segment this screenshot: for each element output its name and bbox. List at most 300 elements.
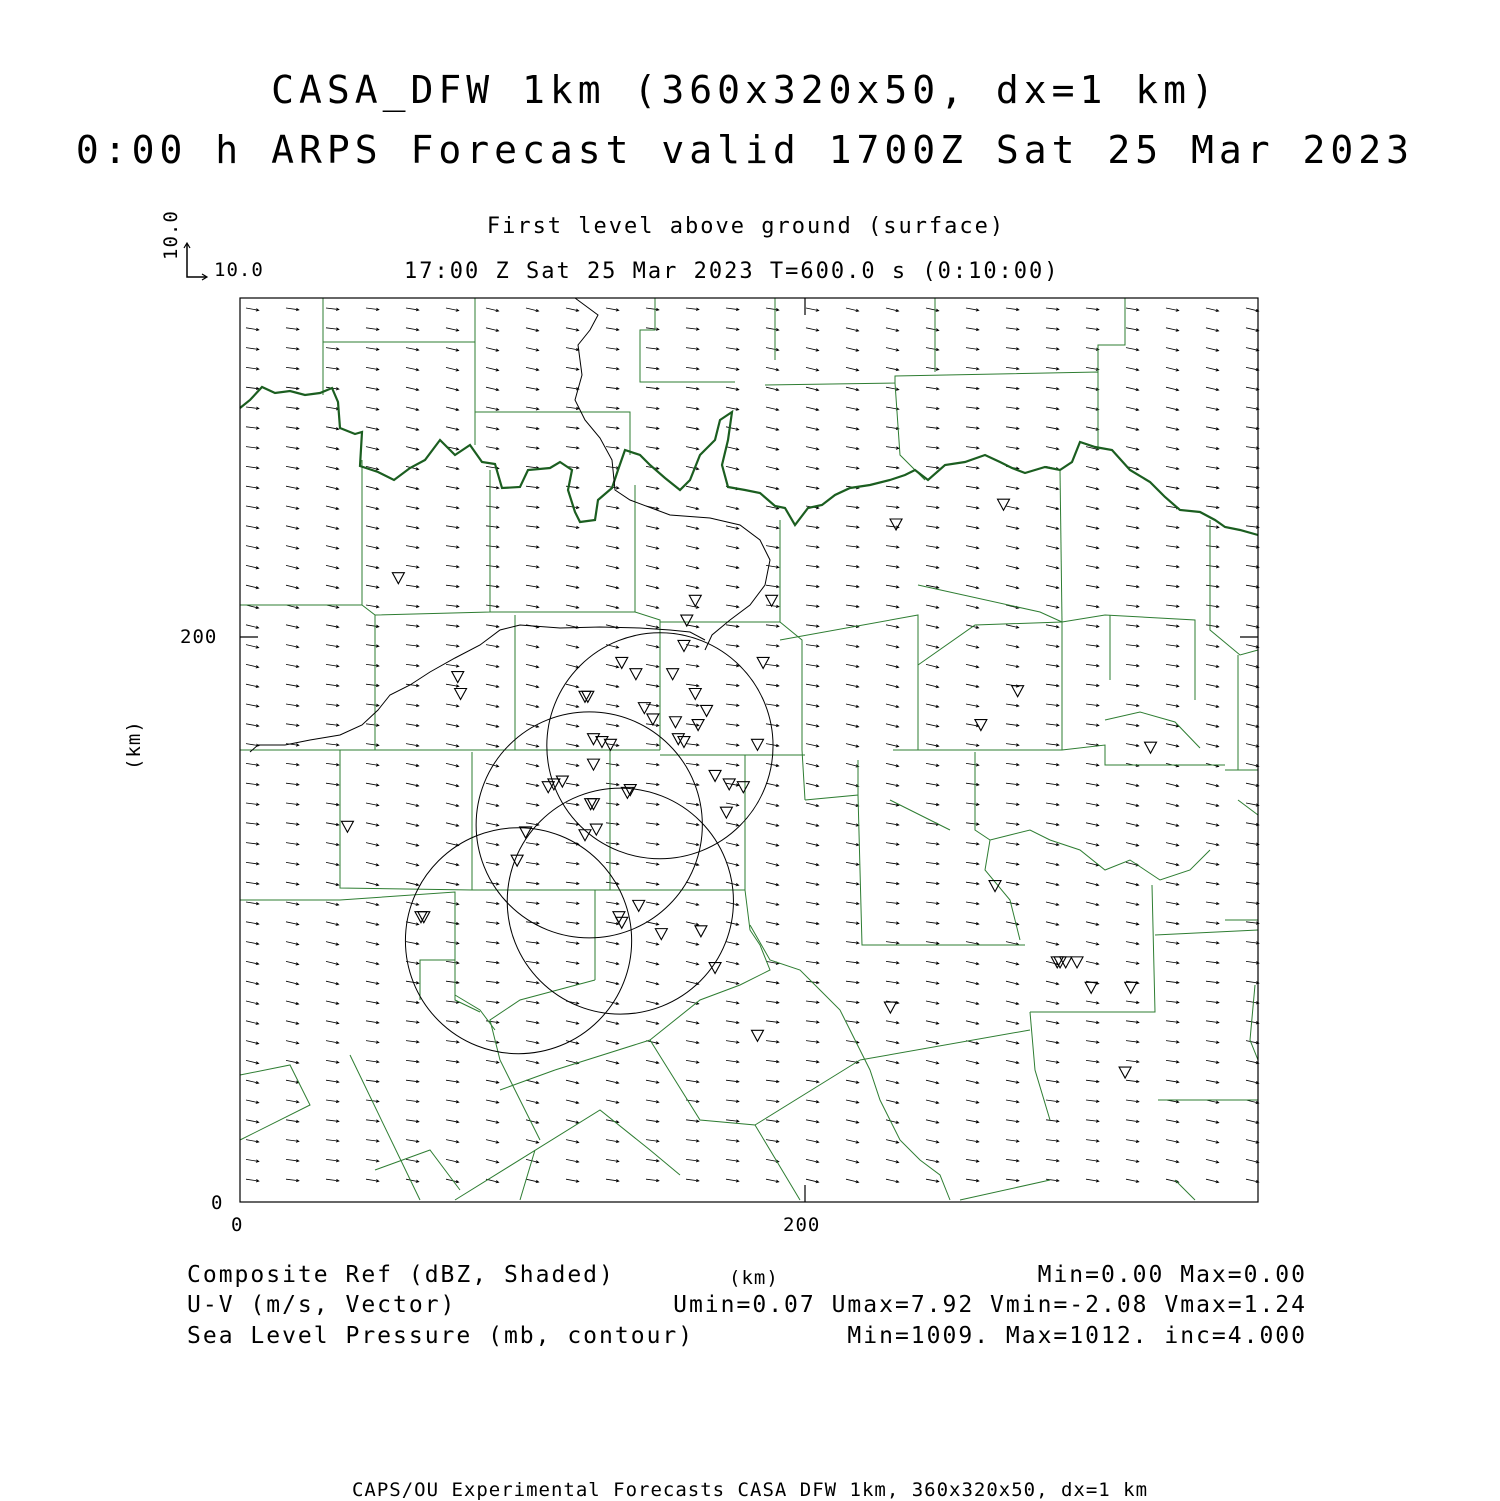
wind-vector xyxy=(1166,348,1179,352)
wind-vector xyxy=(1086,823,1099,826)
wind-vector xyxy=(646,526,659,530)
wind-vector xyxy=(966,506,979,509)
wind-vector xyxy=(326,1041,339,1044)
wind-vector xyxy=(606,1179,619,1182)
wind-vector xyxy=(286,1179,299,1182)
wind-vector xyxy=(566,367,579,370)
wind-vector xyxy=(1086,348,1099,351)
wind-vector xyxy=(1046,823,1059,826)
wind-vector xyxy=(846,862,859,865)
wind-vector xyxy=(1086,585,1099,588)
wind-vector xyxy=(606,1021,619,1025)
wind-vector xyxy=(766,407,779,411)
wind-vector xyxy=(686,1179,699,1182)
wind-vector xyxy=(926,625,939,629)
wind-vector xyxy=(606,526,619,529)
wind-vector xyxy=(446,605,459,608)
wind-vector xyxy=(326,1120,339,1123)
wind-vector xyxy=(366,427,379,431)
wind-vector xyxy=(366,981,379,984)
wind-vector xyxy=(1166,942,1179,945)
wind-vector xyxy=(846,724,859,728)
wind-vector xyxy=(406,328,419,331)
wind-vector xyxy=(326,664,339,667)
wind-vector xyxy=(846,565,859,568)
wind-vector xyxy=(1246,565,1259,568)
wind-vector xyxy=(246,1080,259,1084)
wind-vector xyxy=(326,744,339,747)
wind-vector xyxy=(1046,447,1059,450)
wind-vector xyxy=(926,348,939,351)
wind-vector xyxy=(806,724,819,727)
wind-vector xyxy=(1246,1100,1259,1104)
wind-vector xyxy=(1206,645,1219,648)
wind-vector xyxy=(526,526,539,529)
wind-vector xyxy=(926,942,939,945)
wind-vector xyxy=(446,486,459,489)
wind-vector xyxy=(366,1060,379,1063)
wind-vector xyxy=(1046,843,1059,846)
wind-vector xyxy=(1206,724,1219,728)
wind-vector xyxy=(1126,387,1139,391)
wind-vector xyxy=(686,1041,699,1044)
wind-vector xyxy=(1246,961,1259,964)
wind-vector xyxy=(726,447,739,451)
station-triangle-icon xyxy=(587,759,599,770)
wind-vector xyxy=(886,843,899,846)
wind-vector xyxy=(1126,882,1139,886)
wind-vector xyxy=(406,1140,419,1143)
ref-vector-vertical-label: 10.0 xyxy=(160,210,182,260)
wind-vector xyxy=(806,961,819,964)
wind-vector xyxy=(1086,506,1099,510)
station-triangle-icon xyxy=(689,595,701,606)
wind-vector xyxy=(926,466,939,469)
wind-vector xyxy=(526,961,539,964)
wind-vector xyxy=(846,922,859,925)
wind-vector xyxy=(366,763,379,766)
wind-vector xyxy=(886,664,899,668)
wind-vector xyxy=(726,1120,739,1123)
wind-vector xyxy=(326,546,339,550)
wind-vector xyxy=(606,803,619,806)
wind-vector xyxy=(606,981,619,985)
wind-vector xyxy=(806,367,819,371)
wind-vector xyxy=(806,605,819,608)
wind-vector xyxy=(966,466,979,469)
wind-vector xyxy=(446,704,459,707)
wind-vector xyxy=(646,427,659,430)
wind-vector xyxy=(286,625,299,629)
wind-vector xyxy=(886,1179,899,1183)
wind-vector xyxy=(286,1001,299,1005)
wind-vector xyxy=(766,1100,779,1103)
wind-vector xyxy=(526,546,539,549)
wind-vector xyxy=(1046,862,1059,865)
wind-vector xyxy=(1046,704,1059,707)
wind-vector xyxy=(686,328,699,331)
wind-vector xyxy=(1206,823,1219,826)
wind-vector xyxy=(366,1120,379,1123)
wind-vector xyxy=(486,783,499,787)
station-triangle-icon xyxy=(1145,742,1157,753)
wind-vector xyxy=(1086,387,1099,390)
wind-vector xyxy=(846,1100,859,1103)
wind-vector xyxy=(566,704,579,708)
wind-vector xyxy=(726,1100,739,1103)
wind-vector xyxy=(1086,1100,1099,1103)
wind-vector xyxy=(286,763,299,766)
wind-vector xyxy=(1246,367,1259,370)
wind-vector xyxy=(286,427,299,430)
wind-vector xyxy=(1206,1159,1219,1163)
wind-vector xyxy=(726,684,739,687)
wind-vector xyxy=(486,704,499,708)
wind-vector xyxy=(766,308,779,311)
wind-vector xyxy=(1126,407,1139,411)
wind-vector xyxy=(726,526,739,530)
wind-vector xyxy=(1246,407,1259,410)
wind-vector xyxy=(326,645,339,648)
wind-vector xyxy=(486,585,499,588)
wind-vector xyxy=(1046,783,1059,786)
wind-vector xyxy=(766,902,779,906)
wind-vector xyxy=(966,526,979,529)
wind-vector xyxy=(1126,585,1139,588)
wind-vector xyxy=(766,1179,779,1182)
wind-vector xyxy=(1086,1080,1099,1083)
wind-vector xyxy=(766,1140,779,1143)
wind-vector xyxy=(686,506,699,510)
wind-vector xyxy=(966,427,979,430)
wind-vector xyxy=(886,1120,899,1124)
wind-vector xyxy=(486,387,499,391)
wind-vector xyxy=(486,823,499,826)
wind-vector xyxy=(1206,605,1219,608)
wind-vector xyxy=(926,387,939,390)
wind-vector xyxy=(1006,1140,1019,1143)
wind-vector xyxy=(286,704,299,707)
wind-vector xyxy=(246,942,259,945)
wind-vector xyxy=(846,684,859,687)
wind-vector xyxy=(886,486,899,489)
wind-vector xyxy=(1166,1159,1179,1163)
wind-vector xyxy=(726,565,739,568)
wind-vector xyxy=(1166,605,1179,608)
wind-vector xyxy=(606,942,619,945)
wind-vector xyxy=(886,1140,899,1144)
wind-vector xyxy=(1046,585,1059,588)
wind-vector xyxy=(1086,1179,1099,1182)
wind-vector xyxy=(646,862,659,865)
wind-vector xyxy=(1206,1100,1219,1103)
wind-vector xyxy=(926,704,939,708)
wind-vector xyxy=(1126,367,1139,370)
wind-vector xyxy=(926,407,939,410)
wind-vector xyxy=(886,1041,899,1044)
wind-vector xyxy=(446,1021,459,1024)
wind-vector xyxy=(646,763,659,766)
wind-vector xyxy=(686,744,699,747)
wind-vector xyxy=(966,387,979,390)
wind-vector xyxy=(766,981,779,984)
wind-vector xyxy=(446,348,459,352)
wind-vector xyxy=(806,565,819,568)
wind-vector xyxy=(566,447,579,450)
wind-vector xyxy=(1006,1041,1019,1045)
wind-vector xyxy=(1046,328,1059,331)
wind-vector xyxy=(326,447,339,450)
wind-vector xyxy=(1006,744,1019,747)
wind-vector xyxy=(1126,942,1139,945)
station-triangle-icon xyxy=(630,669,642,680)
wind-vector xyxy=(686,1021,699,1024)
wind-vector xyxy=(1046,387,1059,390)
wind-vector xyxy=(1086,902,1099,906)
wind-vector xyxy=(246,922,259,925)
wind-vector xyxy=(1166,447,1179,450)
wind-vector xyxy=(1206,387,1219,391)
wind-vector xyxy=(446,367,459,371)
wind-vector xyxy=(1166,862,1179,865)
wind-vector xyxy=(1086,724,1099,727)
wind-vector xyxy=(406,526,419,529)
wind-vector xyxy=(246,605,259,609)
wind-vector xyxy=(686,526,699,530)
wind-vector xyxy=(1166,328,1179,332)
wind-vector xyxy=(1206,348,1219,352)
wind-vector xyxy=(966,704,979,707)
wind-vector xyxy=(686,625,699,628)
wind-vector xyxy=(406,506,419,509)
wind-vector xyxy=(926,1179,939,1182)
wind-vector xyxy=(486,565,499,568)
wind-vector xyxy=(1166,664,1179,667)
wind-vector xyxy=(686,308,699,311)
wind-vector xyxy=(686,1140,699,1143)
wind-vector xyxy=(1006,1021,1019,1025)
wind-vector xyxy=(566,981,579,984)
wind-vector xyxy=(1206,981,1219,984)
wind-vector xyxy=(326,862,339,865)
wind-vector xyxy=(886,367,899,370)
wind-vector xyxy=(646,585,659,589)
wind-vector xyxy=(286,585,299,589)
wind-vector xyxy=(726,585,739,588)
wind-vector xyxy=(846,447,859,450)
station-triangle-icon xyxy=(701,705,713,716)
wind-vector xyxy=(926,1001,939,1004)
wind-vector xyxy=(886,308,899,312)
wind-vector xyxy=(366,1140,379,1143)
wind-vector xyxy=(446,506,459,509)
wind-vector xyxy=(726,981,739,984)
wind-vector xyxy=(526,744,539,748)
wind-vector xyxy=(406,1159,419,1162)
wind-vector xyxy=(766,486,779,490)
wind-vector xyxy=(966,684,979,687)
legend-wind: U-V (m/s, Vector) xyxy=(187,1292,457,1318)
wind-vector xyxy=(886,1080,899,1084)
wind-vector xyxy=(526,882,539,885)
wind-vector xyxy=(1246,704,1259,708)
wind-vector xyxy=(646,1021,659,1025)
wind-vector xyxy=(1006,1159,1019,1162)
wind-vector xyxy=(446,922,459,925)
wind-vector xyxy=(246,704,259,707)
wind-vector xyxy=(1006,763,1019,766)
wind-vector xyxy=(1206,447,1219,450)
wind-vector xyxy=(286,922,299,925)
wind-vector xyxy=(566,348,579,351)
wind-vector xyxy=(1246,427,1259,430)
wind-vector xyxy=(1206,1041,1219,1044)
wind-vector xyxy=(806,862,819,865)
wind-vector xyxy=(1206,942,1219,945)
wind-vector xyxy=(1246,843,1259,846)
wind-vector xyxy=(566,645,579,649)
wind-vector xyxy=(1086,783,1099,786)
wind-vector xyxy=(246,1120,259,1123)
wind-vector xyxy=(806,882,819,885)
wind-vector xyxy=(966,942,979,945)
station-triangle-icon xyxy=(669,717,681,728)
wind-vector xyxy=(646,961,659,965)
wind-vector xyxy=(966,823,979,826)
wind-vector xyxy=(286,486,299,489)
wind-vector xyxy=(966,843,979,846)
wind-vector xyxy=(846,803,859,807)
wind-vector xyxy=(1246,348,1259,352)
station-triangle-icon xyxy=(672,734,684,745)
wind-vector xyxy=(566,763,579,766)
wind-vector xyxy=(446,466,459,469)
title-line-1: CASA_DFW 1km (360x320x50, dx=1 km) xyxy=(271,68,1219,112)
wind-vector xyxy=(366,565,379,568)
wind-vector xyxy=(246,981,259,985)
wind-vector xyxy=(446,546,459,549)
wind-vector xyxy=(926,645,939,649)
wind-vector xyxy=(1006,961,1019,965)
wind-vector xyxy=(1246,763,1259,767)
wind-vector xyxy=(1206,882,1219,885)
wind-vector xyxy=(806,407,819,411)
wind-vector xyxy=(1006,447,1019,450)
legend-wind-range: Umin=0.07 Umax=7.92 Vmin=-2.08 Vmax=1.24 xyxy=(673,1292,1307,1318)
wind-vector xyxy=(446,981,459,984)
wind-vector xyxy=(1046,526,1059,530)
wind-vector xyxy=(606,1080,619,1084)
station-triangle-icon xyxy=(1085,982,1097,993)
wind-vector xyxy=(766,1080,779,1083)
wind-vector xyxy=(486,922,499,925)
wind-vector xyxy=(406,1080,419,1083)
wind-vector xyxy=(406,486,419,490)
wind-vector xyxy=(1246,1041,1259,1044)
wind-vector xyxy=(1246,308,1259,312)
wind-vector xyxy=(966,348,979,351)
wind-vector xyxy=(366,1179,379,1182)
wind-vector xyxy=(846,902,859,905)
station-triangle-icon xyxy=(341,821,353,832)
wind-vector xyxy=(326,565,339,569)
wind-vector xyxy=(1126,1041,1139,1044)
wind-vector xyxy=(606,862,619,865)
wind-vector xyxy=(446,407,459,411)
wind-vector xyxy=(566,308,579,312)
wind-vector xyxy=(886,565,899,568)
wind-vector xyxy=(1086,407,1099,410)
wind-vector xyxy=(326,1080,339,1083)
wind-vector xyxy=(446,1120,459,1123)
wind-vector xyxy=(406,348,419,351)
wind-vector xyxy=(406,942,419,945)
wind-vector xyxy=(966,902,979,905)
wind-vector xyxy=(966,1021,979,1025)
wind-vector xyxy=(1006,823,1019,826)
wind-vector xyxy=(1246,1179,1259,1183)
wind-vector xyxy=(526,387,539,390)
wind-vector xyxy=(1166,783,1179,787)
wind-vector xyxy=(646,1140,659,1143)
wind-vector xyxy=(446,763,459,767)
wind-vector xyxy=(1006,1060,1019,1063)
wind-vector xyxy=(966,486,979,489)
wind-vector xyxy=(846,981,859,984)
wind-vector xyxy=(326,843,339,846)
wind-vector xyxy=(1086,645,1099,648)
wind-vector xyxy=(806,328,819,331)
wind-vector xyxy=(1046,942,1059,946)
wind-vector xyxy=(606,407,619,410)
wind-vector xyxy=(1246,783,1259,786)
wind-vector xyxy=(1006,922,1019,925)
wind-vector xyxy=(846,1140,859,1144)
wind-vector xyxy=(726,367,739,370)
wind-vector xyxy=(446,783,459,787)
wind-vector xyxy=(1126,1080,1139,1083)
wind-vector xyxy=(646,783,659,786)
wind-vector xyxy=(1246,466,1259,469)
station-triangle-icon xyxy=(884,1002,896,1013)
wind-vector xyxy=(366,783,379,786)
wind-vector xyxy=(806,922,819,925)
radar-range-rings xyxy=(405,633,773,1054)
wind-vector xyxy=(486,1060,499,1063)
wind-vector xyxy=(486,1120,499,1124)
wind-vector xyxy=(1126,1021,1139,1024)
wind-vector xyxy=(926,1120,939,1124)
wind-vector xyxy=(246,1100,259,1103)
wind-vector xyxy=(1206,1021,1219,1024)
wind-vector xyxy=(566,407,579,410)
wind-vector xyxy=(606,308,619,311)
wind-vector xyxy=(1086,1021,1099,1024)
wind-vector xyxy=(1046,744,1059,747)
wind-vector xyxy=(526,565,539,568)
wind-vector xyxy=(1006,486,1019,489)
wind-vector xyxy=(1126,506,1139,509)
wind-vector xyxy=(366,684,379,687)
wind-vector xyxy=(326,1001,339,1004)
wind-vector xyxy=(326,328,339,331)
wind-vector xyxy=(686,922,699,926)
wind-vector xyxy=(606,348,619,351)
wind-vector xyxy=(1126,1060,1139,1063)
wind-vector xyxy=(526,645,539,648)
wind-vector xyxy=(286,348,299,351)
station-triangle-icon xyxy=(579,830,591,841)
